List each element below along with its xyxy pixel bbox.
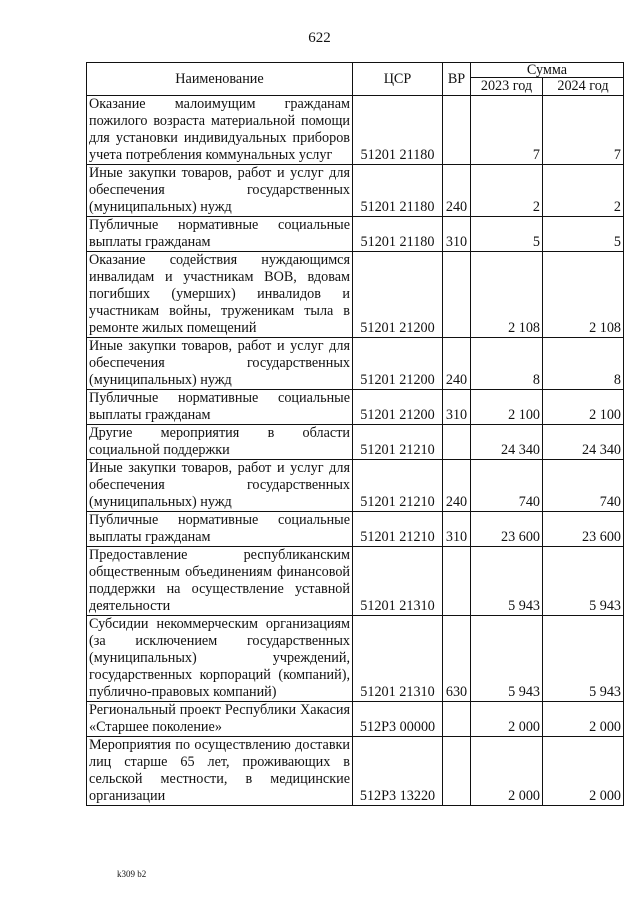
- row-sum-2024-cell: 8: [543, 338, 624, 390]
- row-sum-2023-cell: 7: [471, 96, 543, 165]
- row-name-cell: Публичные нормативные социальные выплаты гражданам: [87, 512, 353, 547]
- row-sum-2023-cell: 2 108: [471, 252, 543, 338]
- footer-code: k309 b2: [117, 869, 147, 879]
- row-vr-cell: 240: [443, 165, 471, 217]
- row-sum-2023-cell: 2 000: [471, 702, 543, 737]
- row-name-cell: Иные закупки товаров, работ и услуг для обеспечения государственных (муниципальных) нужд: [87, 338, 353, 390]
- row-name-cell: Оказание малоимущим гражданам пожилого возраста материальной помощи для установки индивидуальных приборов учета потребления коммунальных услуг: [87, 96, 353, 165]
- row-name-cell: Иные закупки товаров, работ и услуг для обеспечения государственных (муниципальных) нужд: [87, 460, 353, 512]
- row-csr-cell: 51201 21210: [353, 460, 443, 512]
- row-vr-cell: [443, 252, 471, 338]
- table-row: [87, 425, 624, 460]
- row-sum-2024-cell: 2 000: [543, 702, 624, 737]
- row-vr-cell: [443, 96, 471, 165]
- table-row: [87, 616, 624, 702]
- row-csr-cell: 51201 21200: [353, 252, 443, 338]
- row-sum-2024-cell: 2 108: [543, 252, 624, 338]
- row-sum-2024-cell: 2: [543, 165, 624, 217]
- row-name-cell: Региональный проект Республики Хакасия «Старшее поколение»: [87, 702, 353, 737]
- row-csr-cell: 51201 21200: [353, 338, 443, 390]
- table-row: [87, 390, 624, 425]
- row-vr-cell: [443, 702, 471, 737]
- row-csr-cell: 512Р3 13220: [353, 737, 443, 806]
- row-sum-2024-cell: 740: [543, 460, 624, 512]
- row-vr-cell: 310: [443, 390, 471, 425]
- row-csr-cell: 51201 21210: [353, 425, 443, 460]
- header-sum: Сумма: [471, 63, 624, 78]
- row-vr-cell: 630: [443, 616, 471, 702]
- row-csr-cell: 51201 21310: [353, 547, 443, 616]
- page-number: 622: [308, 30, 331, 46]
- row-vr-cell: [443, 547, 471, 616]
- header-vr: ВР: [443, 63, 471, 96]
- row-sum-2024-cell: 2 000: [543, 737, 624, 806]
- row-name-cell: Мероприятия по осуществлению доставки лиц старше 65 лет, проживающих в сельской местности, в медицинские организации: [87, 737, 353, 806]
- row-name-cell: Другие мероприятия в области социальной поддержки: [87, 425, 353, 460]
- table-row: [87, 512, 624, 547]
- row-csr-cell: 51201 21180: [353, 96, 443, 165]
- row-vr-cell: 310: [443, 512, 471, 547]
- row-sum-2023-cell: 2 100: [471, 390, 543, 425]
- row-csr-cell: 51201 21210: [353, 512, 443, 547]
- table-body: [87, 96, 624, 806]
- row-sum-2024-cell: 23 600: [543, 512, 624, 547]
- row-vr-cell: [443, 737, 471, 806]
- header-name: Наименование: [87, 63, 353, 96]
- row-sum-2023-cell: 740: [471, 460, 543, 512]
- header-year-2023: 2023 год: [471, 78, 543, 96]
- header-year-2024: 2024 год: [543, 78, 624, 96]
- row-sum-2023-cell: 2 000: [471, 737, 543, 806]
- row-sum-2023-cell: 5 943: [471, 547, 543, 616]
- row-vr-cell: 310: [443, 217, 471, 252]
- row-sum-2024-cell: 2 100: [543, 390, 624, 425]
- row-name-cell: Субсидии некоммерческим организациям (за исключением государственных (муниципальных) учреждений, государственных корпораций (компаний), публично-правовых компаний): [87, 616, 353, 702]
- row-name-cell: Оказание содействия нуждающимся инвалидам и участникам ВОВ, вдовам погибших (умерших) инвалидов и участникам войны, труженикам тыла в ремонте жилых помещений: [87, 252, 353, 338]
- row-vr-cell: 240: [443, 460, 471, 512]
- row-sum-2024-cell: 5: [543, 217, 624, 252]
- table-row: [87, 96, 624, 165]
- row-sum-2024-cell: 7: [543, 96, 624, 165]
- row-vr-cell: [443, 425, 471, 460]
- table-row: [87, 702, 624, 737]
- table-row: [87, 737, 624, 806]
- row-csr-cell: 51201 21310: [353, 616, 443, 702]
- row-sum-2023-cell: 24 340: [471, 425, 543, 460]
- table-row: [87, 547, 624, 616]
- table-row: [87, 460, 624, 512]
- row-name-cell: Публичные нормативные социальные выплаты гражданам: [87, 390, 353, 425]
- row-sum-2023-cell: 5 943: [471, 616, 543, 702]
- row-sum-2023-cell: 8: [471, 338, 543, 390]
- row-sum-2024-cell: 24 340: [543, 425, 624, 460]
- row-sum-2024-cell: 5 943: [543, 547, 624, 616]
- row-name-cell: Публичные нормативные социальные выплаты гражданам: [87, 217, 353, 252]
- row-name-cell: Предоставление республиканским общественным объединениям финансовой поддержки на осуществление уставной деятельности: [87, 547, 353, 616]
- table-row: [87, 165, 624, 217]
- row-sum-2023-cell: 2: [471, 165, 543, 217]
- row-name-cell: Иные закупки товаров, работ и услуг для обеспечения государственных (муниципальных) нужд: [87, 165, 353, 217]
- table-row: [87, 338, 624, 390]
- row-csr-cell: 512Р3 00000: [353, 702, 443, 737]
- row-sum-2023-cell: 23 600: [471, 512, 543, 547]
- row-csr-cell: 51201 21180: [353, 165, 443, 217]
- budget-table: [86, 62, 624, 806]
- row-sum-2024-cell: 5 943: [543, 616, 624, 702]
- table-row: [87, 217, 624, 252]
- header-csr: ЦСР: [353, 63, 443, 96]
- row-csr-cell: 51201 21180: [353, 217, 443, 252]
- row-vr-cell: 240: [443, 338, 471, 390]
- table-row: [87, 252, 624, 338]
- row-sum-2023-cell: 5: [471, 217, 543, 252]
- row-csr-cell: 51201 21200: [353, 390, 443, 425]
